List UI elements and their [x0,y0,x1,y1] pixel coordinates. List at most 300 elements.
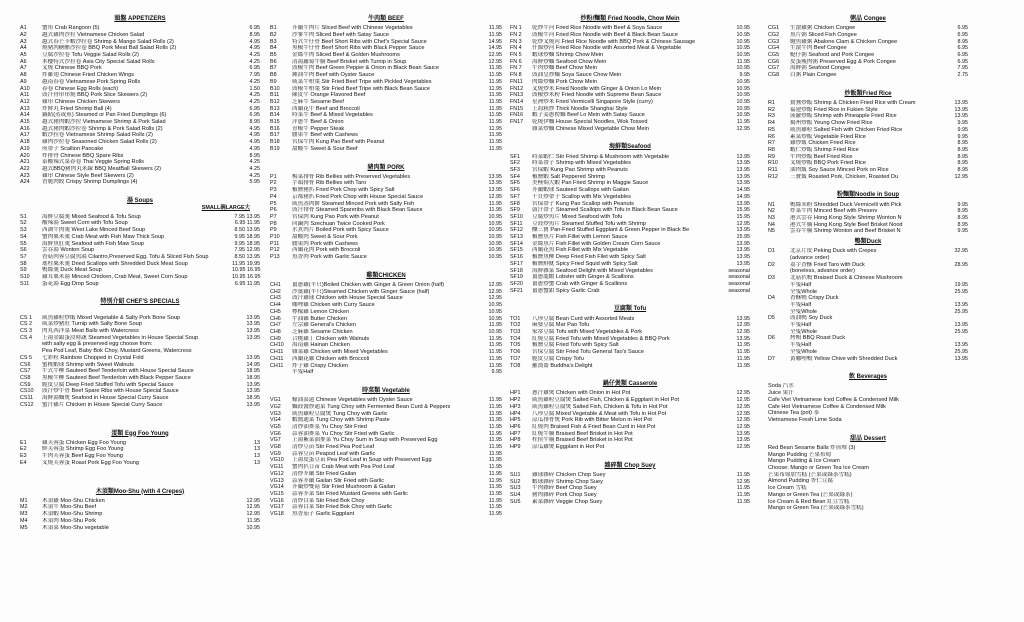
item-price: 13.95 [736,167,750,174]
item-price: 11.95 [488,417,502,424]
item-name: 脆皮豆腐 Deep Fried Stuffed Tofu with Special Sauce [42,381,174,388]
item-name: Chinese Tea (pot) 茶 [768,410,820,417]
item-code: TO2 [510,322,521,329]
menu-item-row [270,295,502,302]
item-price: 11.95 [488,511,502,518]
item-list [768,25,968,79]
item-code: A3 [20,38,27,45]
item-code: R6 [768,133,775,140]
item-code: B10 [270,85,280,92]
menu-item-row [20,440,260,447]
item-price: 12.95 [246,511,260,518]
item-code: CG3 [768,38,780,45]
item-name: 陳皮牛 Orange Flavored Beef [292,92,366,99]
menu-item-row [768,275,968,282]
menu-item-row [20,72,260,79]
menu-item-row [270,247,502,254]
item-price: 12.95 [488,58,502,65]
menu-item-row [20,267,260,274]
item-price: 14.95 [736,193,750,200]
item-code: CH11 [270,362,284,369]
item-name: 時菜蝦仁 Stir Fried Shrimp & Mushroom with Vegetable [532,153,670,160]
item-name: 豉油皇炒麵 Soya Sauce Chow Mein [532,72,622,79]
section-title: 粥品 Congee [850,16,886,22]
item-name: 蜜汁雞片 Chicken in House Special Curry Sauce [42,401,163,408]
item-price: 1.50 [249,85,260,92]
menu-item-row [270,32,502,39]
menu-item-row [510,363,750,370]
item-code: B17 [270,132,280,139]
item-code: SF1 [510,153,520,160]
item-name: 特式牛仔骨 Beef Short Ribs with Chef's Special Sauce [292,38,427,45]
item-name: 蟹肉扒豆苗 Crab Meat with Pea Pod Leaf [292,464,395,471]
item-price: 9.95 [739,72,750,79]
item-name: 豉汁炒牛骨 Beef Spare Ribs with House Special Sauce [42,388,179,395]
chef-note: with salty egg & preserved egg choose from: [42,341,153,348]
item-price: 4.25 [249,78,260,85]
menu-item-row [510,214,750,221]
item-price: 12.95 [488,282,502,289]
menu-item-row [768,222,968,229]
item-price: 6.95 [957,52,968,58]
menu-item-row [270,25,502,32]
item-code: N5 [768,228,775,235]
item-price: 4.95 [249,139,260,146]
menu-item-row [20,159,260,166]
item-code: VG14 [270,484,284,491]
item-list [270,174,502,261]
vegetable-section [270,388,502,518]
menu-item-row [768,329,968,336]
item-name: 芋頭排骨 Rib Bellies with Taro [292,180,367,187]
item-price: 12.95 [954,173,968,180]
item-name: 全隻Whole [790,348,818,355]
item-code: CS 1 [20,314,32,321]
item-name: 豆豉炒魚片 Steamed Stuffed Tofu with Shrimp [532,220,646,227]
item-name: 豉椒牛柏葉 Stir Fried Beef Tripe with Black Bean Sauce [292,85,431,92]
menu-item-row [768,397,968,404]
item-price: 7.95 13.95 [234,213,260,220]
menu-item-row [270,504,502,511]
item-price: 11.95 [488,410,502,417]
item-code: VG18 [270,511,284,518]
menu-item-row [768,452,968,459]
item-code: CH10 [270,342,284,349]
menu-item-row [270,511,502,518]
item-name: Mango Pudding 芒果布甸 [768,451,832,458]
item-price: 12.95 [736,444,750,451]
noodle-section [510,16,750,132]
menu-item-row [270,491,502,498]
menu-item-row [510,174,750,181]
item-code: M2 [20,504,28,511]
item-name: 黑椒牛仔骨 Beef Short Ribs with Black Pepper Sauce [292,45,425,52]
item-name: 八珍豆腐 Mixed Vegetable & Meat with Tofu in Hot Pot [532,410,667,417]
item-price: seasonal [728,274,750,281]
item-name: 牛肉芙蓉蛋 Beef Egg Foo Young [42,453,123,460]
item-code: M5 [20,524,28,531]
item-code: SU3 [510,485,521,492]
item-price: 11.95 19.95 [232,260,261,267]
item-price: 10.95 [736,112,750,119]
item-list [768,383,968,423]
item-price: 11.95 [488,105,502,112]
item-price: 11.95 [736,355,750,362]
item-name: 越式豬肉蝦沙拉卷 Shrimp & Pork Salad Rolls (2) [42,125,163,132]
menu-item-row [20,79,260,86]
menu-item-row [768,248,968,255]
menu-item-row [510,424,750,431]
item-name: Almond Pudding 杏仁豆腐 [768,478,833,485]
item-name: 三寶飯 Roasted Pork, Chicken, Roasted Du [790,173,899,180]
item-code: CS 4 [20,334,32,341]
item-price: 10.95 [488,227,502,234]
item-price: 9.95 [957,120,968,127]
item-name: 炸子雞 Crispy Chicken [292,362,348,369]
menu-item-row [20,153,260,160]
item-code: CG2 [768,31,780,38]
item-price: 13.95 [736,254,750,261]
item-list [270,25,502,152]
item-code: B15 [270,119,280,126]
item-code: B5 [270,52,277,58]
menu-item-row [510,194,750,201]
item-code: TO8 [510,362,521,369]
section-title: 炒粉/麵類 Fried Noodle, Chow Mein [580,16,680,22]
menu-item-row [270,404,502,411]
menu-item-row [20,321,260,328]
chef-specials-section [20,299,260,408]
item-code: R12 [768,173,778,180]
menu-item-row [20,52,260,59]
item-name: 芥蘭蝦球 Sauteed Scallops with Gailan [532,187,629,194]
item-code: D7 [768,355,775,362]
item-name: 叉燒炒米 Fried Noodle with Ginger & Onion Lo Mein [532,85,662,92]
item-price: 12.95 [736,322,750,329]
item-code: CH8 [270,328,281,335]
menu-item-row [270,92,502,99]
menu-item-row [768,322,968,329]
item-price: 19.95 [954,281,968,288]
menu-item-row [768,45,968,52]
item-name: 薑蔥雞(半只)Boiled Chicken with Ginger & Green Onion (half) [292,282,445,289]
item-name: 魚片粥 Sliced Fish Congee [790,31,857,38]
item-price: 15.95 [736,234,750,241]
item-price: 13.95 [736,335,750,342]
soups-section [20,198,260,287]
item-code: CG1 [768,25,780,32]
menu-item-row [768,167,968,174]
item-name: 鍋貼(蒸或煎) Steamed or Pan Fried Dumplings (6) [42,112,167,119]
menu-item-row [510,227,750,234]
section-title: 特別介紹 CHEF'S SPECIALS [100,299,180,306]
item-name: 鴨絲羹 Duck Meat Soup [42,267,102,274]
item-code: E2 [20,446,27,453]
menu-item-row [20,99,260,106]
item-name: 炸菜牛肉 Minced Beef with Preserv [790,208,878,215]
item-name: 清湯蘿蔔牛腩 Beef Brisket with Turnip in Soup [292,58,407,65]
item-code: R3 [768,113,775,120]
menu-item-row [768,208,968,215]
item-code: A2 [20,31,27,38]
menu-item-row [768,342,968,349]
item-name: 生滾雞粥 Chicken Congee [790,25,856,32]
item-name: 紅燒牛腩 Braised Beef Brisket in Hot Pot [532,430,633,437]
item-price: 6.95 11.95 [234,280,260,287]
item-price: 13.95 [246,354,260,361]
item-code: D4 [768,295,775,302]
menu-item-row [510,65,750,72]
item-name: 木須蝦 Moo-Shu Shrimp [42,511,103,518]
item-code: S2 [20,220,27,227]
item-name: 雲吞牛腩 Shrimp Wonton and Beef Brisket N [790,228,901,235]
item-code: TO6 [510,349,521,356]
menu-item-row [270,302,502,309]
item-name: 芒果布甸加雪糕 (芒果或綠茶雪糕) [768,471,852,478]
item-price: 13.95 [736,180,750,187]
menu-item-row [270,254,502,261]
item-name: 上海粗炒 Thick Noodle Shanghai Style [532,105,628,112]
item-name: 宮保蝦 Kung Pao Shrimp with Peanuts [532,167,628,174]
item-price: 13.95 [246,401,260,408]
menu-item-row [510,431,750,438]
item-name: 越式雞肉沙拉 Vietnamese Chicken Salad [42,31,145,38]
item-name: 蝦球雜碎 Shrimp Chop Suey [532,478,603,485]
item-price: 10.95 [488,328,502,335]
item-name: 半隻Half [790,322,812,329]
menu-item-row [270,397,502,404]
item-price: 11.95 [736,58,750,65]
item-code: B2 [270,31,277,38]
menu-item-row [270,289,502,296]
item-code: S11 [20,280,30,287]
menu-item-row [768,492,968,499]
item-code: SF2 [510,160,520,167]
item-name: 海南雞 Hainan Chicken [292,342,350,349]
item-price: 25.95 [954,308,968,315]
item-name: 什錦炒河 Fried Rice Noodle with Assorted Meat & Vegetable [532,45,682,52]
item-code: P4 [270,193,277,200]
section-title: 頭盤 APPETIZERS [114,16,166,22]
item-code: A21 [20,159,30,166]
menu-item-row [768,485,968,492]
item-price: 13.95 [736,437,750,444]
item-code: A23 [20,172,30,179]
item-price: 8.50 13.95 [234,227,260,234]
item-name: 肉絲炒麵 Pork Chow Mein [532,78,597,85]
item-name: 沙薑雞(半只)Steamed Chicken with Ginger Sauce (half) [292,288,430,295]
item-price: 10.95 [488,315,502,322]
item-name: 雞芙蓉蛋 Chicken Egg Foo Young [42,439,126,446]
item-name: 香菇肉蓉豆腐魚湯 Cilantro,Preserved Egg, Tofu & Sliced Fish Soup [42,253,209,260]
item-code: S1 [20,213,27,220]
item-price: 10.95 [736,85,750,92]
item-price: 12.95 [736,417,750,424]
item-code: D5 [768,315,775,322]
menu-item-row [510,268,750,275]
item-code: CH4 [270,302,281,309]
item-code: S8 [20,260,27,267]
menu-item-row [270,79,502,86]
item-name: 豉汁排骨 Steamed Spareribs with Black Bean Sauce [292,207,423,214]
item-name: 洋蔥牛 Beef & Onion [292,119,344,126]
item-price: 10.95 [488,234,502,241]
item-name: 七彩粒 Rainbow Chopped in Crystal Fold [42,354,144,361]
menu-item-row [510,187,750,194]
item-name: 魚香茄子 Garlic Eggplant [292,511,355,518]
item-name: 芝麻雞 Sesame Chicken [292,328,353,335]
item-name: 椒鹽豬扒 Fried Pork Chop with Spicy Salt [292,187,395,194]
item-name: Mango or Green Tea (芒果或綠茶雪糕) [768,505,864,512]
item-name: 沙爹牛肉 Sliced Beef with Satay Sauce [292,31,390,38]
item-code: CH9 [270,335,281,342]
menu-item-row [768,65,968,72]
item-price: 13.95 [736,247,750,254]
item-name: 蝦球炒麵 Shrimp Chow Mein [532,52,604,58]
item-name: 薑蔥蟹鉗 Spicy Garlic Crab [532,287,600,294]
menu-item-row [20,112,260,119]
item-code: SF12 [510,227,523,234]
menu-item-row [270,451,502,458]
menu-item-row [270,329,502,336]
item-name: Red Bean Sesame Balls 炸煎堆 (3) [768,444,856,451]
item-name: 咸菜牛柏葉 Stir Fried Beef Tripe with Pickled Vegetables [292,78,432,85]
menu-item-row [20,59,260,66]
item-name: 黑椒牛柳 Sauteed Beef Tenderloin with Black Pepper Sauce [42,374,191,381]
item-price: 13.95 [736,260,750,267]
item-price: 6.95 [249,25,260,32]
item-name: 豉椒炒米粉 Fried Noodle with Supreme Bean Sauce [532,92,662,99]
menu-item-row [270,72,502,79]
item-price: 10.95 [488,213,502,220]
menu-item-row [270,187,502,194]
item-name: 咸魚雞粒豆腐煲 Tung Choy with Garlic [292,410,388,417]
item-name: 越式春芒卡蝦沙拉卷 Shrimp & Mango Salad Rolls (2) [42,38,174,45]
item-code: CG8 [768,72,780,79]
item-price: 6.95 [249,105,260,112]
item-price: 13 [254,453,260,460]
menu-item-row [768,127,968,134]
item-price: 18.95 [246,395,260,402]
item-price: 32.95 [954,248,968,255]
beverages-section [768,374,968,423]
item-code: SF9 [510,207,520,214]
item-code: CH5 [270,308,281,315]
item-code: R7 [768,140,775,147]
item-code: CS8 [20,374,31,381]
item-price: 11.95 [488,335,502,342]
item-name: 羅漢齋 Buddha's Delight [532,362,593,369]
item-name: 脆皮豆腐 Crispy Tofu [532,355,584,362]
item-list [270,397,502,518]
tofu-section [510,306,750,369]
item-code: CG7 [768,65,780,72]
item-name: 釀三寶 Pan-Fried Stuffed Eggplant & Green Pepper in Black Be [532,227,690,234]
item-list [768,445,968,512]
item-name: 艇仔粥 Seafood and Pork Congee [790,52,875,58]
item-price: 11.95 [736,498,750,505]
item-code: SF6 [510,187,520,194]
item-price: 8.95 [249,31,260,38]
item-price: 10.95 [736,31,750,38]
item-price: 12.95 [246,504,260,511]
item-code: E4 [20,459,27,466]
item-price: 8.95 [957,38,968,45]
menu-item-row [270,437,502,444]
item-name: 金絲牛肉 Sliced Beef & Golden Mushrooms [292,52,400,58]
item-name: 時菜帶子 Shrimp with Mixed Vegetables [532,160,631,167]
menu-item-row [768,458,968,465]
menu-item-row [768,417,968,424]
item-code: A11 [20,92,30,99]
item-code: P13 [270,254,280,261]
item-code: CS12 [20,401,34,408]
item-price: 13.95 [954,322,968,329]
item-list [510,316,750,370]
item-code: SF20 [510,280,523,287]
item-name: 瑤柱粟米羹 Dried Scallops with Shredded Duck Meat Soup [42,260,188,267]
item-name: 星洲炒米 Fried Vermicelli Singapore Style (curry) [532,98,653,105]
item-price: 10.95 [736,98,750,105]
item-name: 咖哩雞 Chicken with Curry Sauce [292,302,375,309]
item-price: 14.95 [488,45,502,52]
item-price: 11.95 [488,477,502,484]
item-price: 11.95 [488,497,502,504]
item-price: 12.95 [246,497,260,504]
item-name: 皮蛋瘦肉粥 Preserved Egg & Pork Congee [790,58,897,65]
item-name: 回鍋肉 Szechuan Twice Cooked Pork [292,220,385,227]
item-code: HP3 [510,403,521,410]
item-code: FN14 [510,98,524,105]
fried-rice-section [768,91,968,181]
menu-item-row [270,214,502,221]
item-price: 8.95 [249,119,260,126]
menu-item-row [768,140,968,147]
item-price: 6.95 11.95 [234,220,260,227]
item-list [20,315,260,342]
menu-item-row [510,417,750,424]
menu-item-row [510,492,750,499]
menu-item-row [270,417,502,424]
item-code: HP8 [510,437,521,444]
menu-item-row [20,65,260,72]
item-list [270,282,502,376]
menu-item-row [20,179,260,186]
menu-item-row [20,525,260,532]
item-price: 13.95 [736,173,750,180]
item-name: 雞茸粟米湯 Minced Chicken, Crab Meat, Sweet Corn Soup [42,274,188,281]
item-price: 10.95 [736,78,750,85]
item-price: 8.95 [957,208,968,215]
item-price: 12.95 [736,478,750,485]
item-name: 紅燒肉 Braised Fish & Fried Bean Curd in Hot Pot [532,423,656,430]
item-price: 5.95 [249,179,260,186]
item-price: 6.95 [249,65,260,72]
item-name: 椒鹽魚柳 Deep Fried Fish Filet with Spicy Salt [532,254,646,261]
item-code: A8 [20,72,27,79]
item-name: 清炒豆苗 Stir Fried Pea Pod Leaf [292,444,375,451]
item-price: 13.95 [246,328,260,335]
item-code: CH3 [270,295,281,302]
item-code: VG8 [270,444,281,451]
item-price: 15.95 [736,207,750,214]
menu-item-row [768,404,968,411]
item-price: 11.95 [488,145,502,152]
item-code: P12 [270,247,280,254]
menu-item-row [270,146,502,153]
item-price: 11.95 [488,119,502,126]
item-name: 豆腐炒魚片 Mixed Seafood with Tofu [532,213,623,220]
